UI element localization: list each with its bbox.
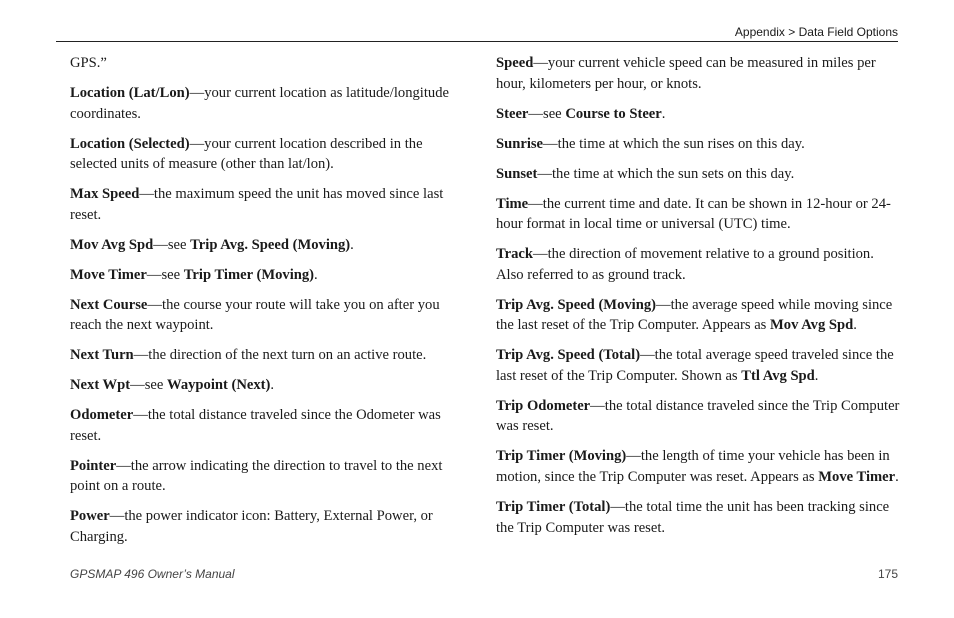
definition-text: —the power indicator icon: Battery, External Power, or Charging. <box>70 508 433 545</box>
definition-paragraph <box>496 295 900 336</box>
definition-paragraph <box>70 265 462 286</box>
definition-text: . <box>350 236 354 253</box>
footer-manual-title: GPSMAP 496 Owner’s Manual <box>70 567 235 581</box>
term-bold: Sunrise <box>496 135 544 152</box>
definition-paragraph <box>70 405 462 446</box>
definition-paragraph <box>70 345 462 366</box>
term-bold: Sunset <box>496 165 538 182</box>
definition-text: —the current time and date. It can be shown in 12-hour or 24-hour format in local time or universal (UTC) time. <box>496 195 891 233</box>
definition-paragraph <box>496 134 900 155</box>
definition-text: —the total distance traveled since the Odometer was reset. <box>70 407 441 444</box>
definition-text: —see <box>153 236 191 253</box>
definition-text: —the course your route will take you on after you reach the next waypoint. <box>70 296 440 334</box>
term-bold: Trip Avg. Speed (Moving) <box>190 236 351 253</box>
right-column <box>496 53 900 548</box>
definition-text: —the direction of movement relative to a ground position. Also referred to as ground track. <box>496 246 874 283</box>
definition-paragraph <box>496 53 900 94</box>
definition-paragraph <box>496 446 900 487</box>
term-bold: Trip Avg. Speed (Moving) <box>496 296 656 313</box>
term-bold: Location (Lat/Lon) <box>70 84 190 101</box>
definition-paragraph <box>496 164 900 185</box>
term-bold: Power <box>70 508 110 525</box>
definition-text: . <box>814 367 819 384</box>
definition-text: —your current location as latitude/longitude coordinates. <box>70 84 449 122</box>
definition-text: . <box>270 377 275 394</box>
definition-text: . <box>314 266 318 283</box>
definition-paragraph <box>70 184 462 225</box>
header-rule <box>56 41 898 42</box>
definition-paragraph <box>70 375 462 396</box>
term-bold: Track <box>496 246 534 263</box>
term-bold: Max Speed <box>70 186 140 203</box>
definition-paragraph <box>496 244 900 285</box>
definition-text: —see <box>130 377 168 394</box>
term-bold: Mov Avg Spd <box>770 317 854 334</box>
term-bold: Location (Selected) <box>70 135 190 152</box>
definition-text: —the total time the unit has been tracking since the Trip Computer was reset. <box>496 499 890 536</box>
term-bold: Waypoint (Next) <box>167 377 271 394</box>
term-bold: Move Timer <box>70 266 147 283</box>
definition-text: . <box>895 469 899 486</box>
definition-paragraph <box>496 497 900 538</box>
left-column <box>70 53 462 557</box>
definition-text: —the length of time your vehicle has been in motion, since the Trip Computer was reset. Appears as <box>496 448 890 486</box>
definition-text: —your current vehicle speed can be measured in miles per hour, kilometers per hour, or knots. <box>496 55 876 92</box>
term-bold: Trip Avg. Speed (Total) <box>496 347 641 364</box>
definition-text: —the time at which the sun rises on this day. <box>543 135 805 152</box>
definition-paragraph <box>70 53 462 74</box>
term-bold: Mov Avg Spd <box>70 236 154 253</box>
definition-text: . <box>661 105 666 122</box>
term-bold: Trip Timer (Total) <box>496 499 611 515</box>
term-bold: Trip Odometer <box>496 397 591 414</box>
definition-text: . <box>853 317 857 334</box>
term-bold: Trip Timer (Moving) <box>496 448 627 465</box>
term-bold: Pointer <box>70 457 117 474</box>
definition-paragraph <box>70 235 462 256</box>
definition-paragraph <box>70 83 462 124</box>
definition-text: —the arrow indicating the direction to travel to the next point on a route. <box>70 457 443 495</box>
definition-paragraph <box>70 295 462 336</box>
footer-page-number: 175 <box>877 567 898 581</box>
term-bold: Ttl Avg Spd <box>741 367 815 384</box>
definition-text: —the time at which the sun sets on this day. <box>537 165 795 182</box>
definition-paragraph <box>496 194 900 235</box>
page-header-breadcrumb: Appendix > Data Field Options <box>734 25 898 39</box>
term-bold: Course to Steer <box>565 105 662 122</box>
term-bold: Speed <box>496 55 534 71</box>
term-bold: Steer <box>496 105 529 122</box>
definition-text: GPS.” <box>70 55 107 71</box>
definition-text: —see <box>528 105 566 122</box>
definition-text: —see <box>146 266 184 283</box>
term-bold: Move Timer <box>818 469 896 486</box>
definition-text: —the direction of the next turn on an active route. <box>133 347 427 364</box>
term-bold: Trip Timer (Moving) <box>183 266 315 283</box>
definition-paragraph <box>70 506 462 547</box>
definition-text: —the maximum speed the unit has moved since last reset. <box>70 186 444 223</box>
definition-text: —your current location described in the selected units of measure (other than lat/lon). <box>70 135 423 173</box>
definition-text: —the average speed while moving since the last reset of the Trip Computer. Appears as <box>496 296 893 334</box>
term-bold: Next Course <box>70 296 148 313</box>
definition-text: —the total average speed traveled since the last reset of the Trip Computer. Shown as <box>496 347 894 384</box>
term-bold: Next Turn <box>70 347 134 364</box>
definition-paragraph <box>496 396 900 437</box>
definition-paragraph <box>496 104 900 125</box>
term-bold: Next Wpt <box>70 377 131 394</box>
definition-text: —the total distance traveled since the Trip Computer was reset. <box>496 397 900 435</box>
term-bold: Time <box>496 195 529 212</box>
term-bold: Odometer <box>70 407 134 424</box>
definition-paragraph <box>496 345 900 386</box>
definition-paragraph <box>70 134 462 175</box>
definition-paragraph <box>70 456 462 497</box>
